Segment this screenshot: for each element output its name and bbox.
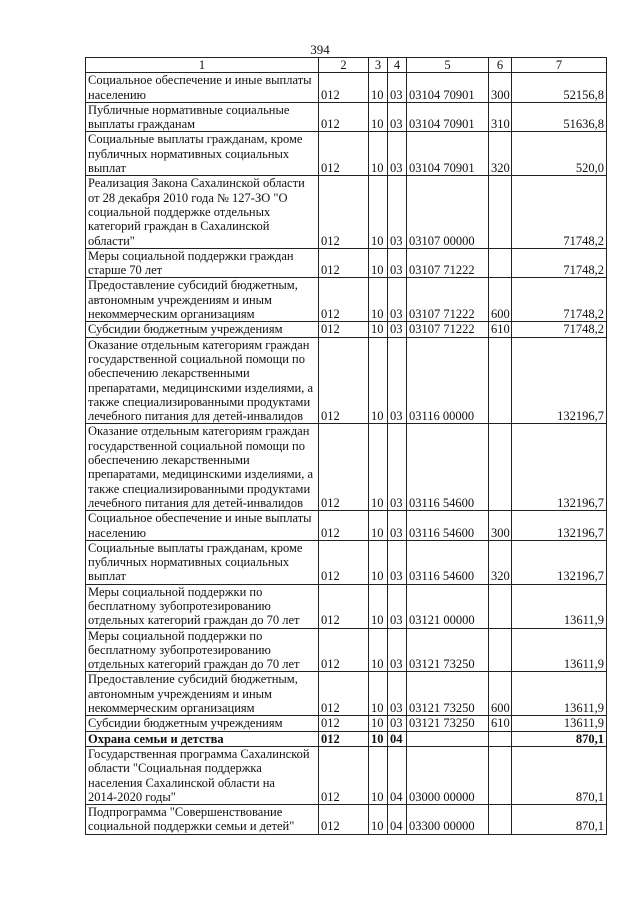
row-name-line: Оказание отдельным категориям граждан xyxy=(88,424,310,439)
row-name-line: бесплатному зубопротезированию xyxy=(88,598,271,613)
table-row xyxy=(86,731,607,746)
cell-section: 10 xyxy=(369,132,388,176)
header-row xyxy=(86,58,607,73)
table-row xyxy=(86,805,607,835)
row-name-line: Социальные выплаты гражданам, кроме xyxy=(88,540,303,555)
row-name-line: Государственная программа Сахалинской xyxy=(88,746,310,761)
cell-expense-type xyxy=(489,337,512,424)
cell-target-article xyxy=(407,731,489,746)
cell-expense-type: 610 xyxy=(489,716,512,731)
cell-chapter: 012 xyxy=(319,672,369,716)
row-name xyxy=(86,716,319,731)
row-name-line: выплат xyxy=(88,569,126,584)
row-name-line: публичных нормативных социальных xyxy=(88,555,290,570)
row-name-line: Реализация Закона Сахалинской области xyxy=(88,176,305,191)
row-name xyxy=(86,102,319,132)
row-name-line: Субсидии бюджетным учреждениям xyxy=(88,322,283,337)
table-row xyxy=(86,278,607,322)
cell-target-article: 03121 73250 xyxy=(407,716,489,731)
cell-target-article: 03121 00000 xyxy=(407,584,489,628)
cell-subsection: 03 xyxy=(388,278,407,322)
cell-section: 10 xyxy=(369,628,388,672)
cell-section: 10 xyxy=(369,584,388,628)
row-name-line: Публичные нормативные социальные xyxy=(88,102,290,117)
cell-subsection: 03 xyxy=(388,716,407,731)
row-name-line: лечебного питания для детей-инвалидов xyxy=(88,495,304,510)
cell-amount: 520,0 xyxy=(512,132,607,176)
row-name xyxy=(86,746,319,804)
cell-amount: 132196,7 xyxy=(512,337,607,424)
row-name-line: социальной поддержке отдельных xyxy=(88,204,271,219)
row-name-line: 2014-2020 годы" xyxy=(88,789,176,804)
cell-section: 10 xyxy=(369,424,388,511)
cell-amount: 13611,9 xyxy=(512,672,607,716)
cell-chapter: 012 xyxy=(319,337,369,424)
cell-subsection: 03 xyxy=(388,248,407,278)
col-header-6: 6 xyxy=(489,58,512,73)
table-row xyxy=(86,424,607,511)
cell-section: 10 xyxy=(369,278,388,322)
cell-subsection: 03 xyxy=(388,584,407,628)
cell-target-article: 03116 54600 xyxy=(407,511,489,541)
cell-amount: 132196,7 xyxy=(512,511,607,541)
row-name xyxy=(86,248,319,278)
cell-chapter: 012 xyxy=(319,102,369,132)
row-name xyxy=(86,672,319,716)
row-name-line: населения Сахалинской области на xyxy=(88,775,275,790)
cell-expense-type: 610 xyxy=(489,322,512,337)
cell-chapter: 012 xyxy=(319,716,369,731)
row-name-line: Субсидии бюджетным учреждениям xyxy=(88,716,283,731)
cell-chapter: 012 xyxy=(319,540,369,584)
row-name-line: Подпрограмма "Совершенствование xyxy=(88,805,283,820)
cell-section: 10 xyxy=(369,540,388,584)
cell-amount: 870,1 xyxy=(512,746,607,804)
row-name-line: обеспечению лекарственными xyxy=(88,366,250,381)
cell-amount: 71748,2 xyxy=(512,322,607,337)
cell-chapter: 012 xyxy=(319,511,369,541)
cell-target-article: 03107 71222 xyxy=(407,248,489,278)
cell-section: 10 xyxy=(369,102,388,132)
cell-chapter: 012 xyxy=(319,746,369,804)
row-name-line: Оказание отдельным категориям граждан xyxy=(88,337,310,352)
cell-chapter: 012 xyxy=(319,805,369,835)
row-name-line: области "Социальная поддержка xyxy=(88,761,262,776)
row-name xyxy=(86,322,319,337)
row-name-line: автономным учреждениям и иным xyxy=(88,292,272,307)
cell-subsection: 03 xyxy=(388,628,407,672)
cell-amount: 13611,9 xyxy=(512,716,607,731)
cell-target-article: 03121 73250 xyxy=(407,628,489,672)
cell-subsection: 03 xyxy=(388,102,407,132)
cell-target-article: 03116 54600 xyxy=(407,540,489,584)
cell-target-article: 03107 00000 xyxy=(407,176,489,248)
row-name-line: Социальное обеспечение и иные выплаты xyxy=(88,73,312,88)
row-name xyxy=(86,628,319,672)
cell-target-article: 03116 00000 xyxy=(407,337,489,424)
row-name xyxy=(86,540,319,584)
table-row xyxy=(86,248,607,278)
row-name-line: выплат xyxy=(88,161,126,176)
row-name xyxy=(86,73,319,103)
row-name xyxy=(86,424,319,511)
col-header-7: 7 xyxy=(512,58,607,73)
cell-expense-type xyxy=(489,746,512,804)
row-name xyxy=(86,731,319,746)
cell-amount: 71748,2 xyxy=(512,248,607,278)
cell-amount: 51636,8 xyxy=(512,102,607,132)
cell-section: 10 xyxy=(369,805,388,835)
table-row xyxy=(86,73,607,103)
row-name-line: некоммерческим организациям xyxy=(88,307,255,322)
cell-chapter: 012 xyxy=(319,248,369,278)
table-row xyxy=(86,672,607,716)
cell-expense-type: 310 xyxy=(489,102,512,132)
cell-chapter: 012 xyxy=(319,584,369,628)
cell-expense-type: 300 xyxy=(489,511,512,541)
row-name xyxy=(86,176,319,248)
row-name-line: препаратами, медицинскими изделиями, а xyxy=(88,467,314,482)
row-name-line: населению xyxy=(88,87,146,102)
row-name-line: области" xyxy=(88,233,135,248)
page-number: 394 xyxy=(310,42,330,57)
row-name-line: отдельных категорий граждан до 70 лет xyxy=(88,613,300,628)
cell-amount: 71748,2 xyxy=(512,176,607,248)
cell-target-article: 03116 54600 xyxy=(407,424,489,511)
cell-section: 10 xyxy=(369,176,388,248)
table-row xyxy=(86,746,607,804)
cell-target-article: 03104 70901 xyxy=(407,132,489,176)
cell-section: 10 xyxy=(369,511,388,541)
row-name-line: Социальное обеспечение и иные выплаты xyxy=(88,511,312,526)
table-row xyxy=(86,132,607,176)
cell-section: 10 xyxy=(369,337,388,424)
cell-target-article: 03104 70901 xyxy=(407,73,489,103)
cell-target-article: 03107 71222 xyxy=(407,278,489,322)
cell-amount: 52156,8 xyxy=(512,73,607,103)
row-name-line: бесплатному зубопротезированию xyxy=(88,642,271,657)
row-name-line: обеспечению лекарственными xyxy=(88,453,250,468)
cell-chapter: 012 xyxy=(319,132,369,176)
cell-expense-type: 320 xyxy=(489,132,512,176)
cell-section: 10 xyxy=(369,73,388,103)
row-name-line: препаратами, медицинскими изделиями, а xyxy=(88,380,314,395)
cell-chapter: 012 xyxy=(319,424,369,511)
cell-chapter: 012 xyxy=(319,628,369,672)
table-row xyxy=(86,176,607,248)
row-name-line: старше 70 лет xyxy=(88,263,163,278)
row-name-line: также специализированными продуктами xyxy=(88,394,311,409)
cell-expense-type: 320 xyxy=(489,540,512,584)
cell-section: 10 xyxy=(369,746,388,804)
table-row xyxy=(86,102,607,132)
row-name-line: Социальные выплаты гражданам, кроме xyxy=(88,132,303,147)
row-name-line: от 28 декабря 2010 года № 127-ЗО "О xyxy=(88,190,288,205)
cell-subsection: 03 xyxy=(388,540,407,584)
cell-expense-type xyxy=(489,731,512,746)
table-row xyxy=(86,628,607,672)
cell-subsection: 03 xyxy=(388,511,407,541)
row-name-line: государственной социальной помощи по xyxy=(88,351,305,366)
cell-amount: 13611,9 xyxy=(512,584,607,628)
row-name xyxy=(86,278,319,322)
cell-expense-type xyxy=(489,424,512,511)
row-name-line: Предоставление субсидий бюджетным, xyxy=(88,278,298,293)
row-name-line: Предоставление субсидий бюджетным, xyxy=(88,672,298,687)
cell-expense-type xyxy=(489,584,512,628)
cell-target-article: 03000 00000 xyxy=(407,746,489,804)
cell-expense-type xyxy=(489,176,512,248)
row-name-line: населению xyxy=(88,525,146,540)
row-name-line: лечебного питания для детей-инвалидов xyxy=(88,409,304,424)
cell-section: 10 xyxy=(369,716,388,731)
cell-subsection: 03 xyxy=(388,337,407,424)
cell-subsection: 03 xyxy=(388,424,407,511)
cell-amount: 71748,2 xyxy=(512,278,607,322)
cell-subsection: 03 xyxy=(388,132,407,176)
cell-chapter: 012 xyxy=(319,176,369,248)
row-name-line: некоммерческим организациям xyxy=(88,701,255,716)
budget-table-body xyxy=(86,73,607,834)
cell-chapter: 012 xyxy=(319,322,369,337)
table-row xyxy=(86,337,607,424)
row-name-line: государственной социальной помощи по xyxy=(88,438,305,453)
cell-amount: 870,1 xyxy=(512,731,607,746)
table-row xyxy=(86,540,607,584)
col-header-5: 5 xyxy=(407,58,489,73)
cell-amount: 870,1 xyxy=(512,805,607,835)
row-name-line: категорий граждан в Сахалинской xyxy=(88,219,270,234)
cell-chapter: 012 xyxy=(319,73,369,103)
row-name-line: Меры социальной поддержки по xyxy=(88,584,263,599)
budget-table xyxy=(85,57,607,835)
row-name-line: Охрана семьи и детства xyxy=(88,731,224,746)
row-name xyxy=(86,805,319,835)
cell-section: 10 xyxy=(369,672,388,716)
cell-expense-type xyxy=(489,805,512,835)
cell-subsection: 04 xyxy=(388,805,407,835)
cell-subsection: 03 xyxy=(388,176,407,248)
col-header-2: 2 xyxy=(319,58,369,73)
cell-section: 10 xyxy=(369,322,388,337)
table-row xyxy=(86,584,607,628)
table-row xyxy=(86,511,607,541)
row-name-line: выплаты гражданам xyxy=(88,117,196,132)
cell-subsection: 03 xyxy=(388,73,407,103)
table-row xyxy=(86,322,607,337)
cell-amount: 132196,7 xyxy=(512,424,607,511)
row-name-line: публичных нормативных социальных xyxy=(88,146,290,161)
col-header-3: 3 xyxy=(369,58,388,73)
row-name-line: автономным учреждениям и иным xyxy=(88,686,272,701)
cell-chapter: 012 xyxy=(319,731,369,746)
row-name xyxy=(86,337,319,424)
cell-subsection: 04 xyxy=(388,746,407,804)
row-name-line: социальной поддержки семьи и детей" xyxy=(88,819,295,834)
cell-target-article: 03121 73250 xyxy=(407,672,489,716)
row-name xyxy=(86,584,319,628)
col-header-1: 1 xyxy=(86,58,319,73)
cell-expense-type xyxy=(489,248,512,278)
col-header-4: 4 xyxy=(388,58,407,73)
cell-expense-type: 600 xyxy=(489,672,512,716)
cell-section: 10 xyxy=(369,731,388,746)
cell-amount: 13611,9 xyxy=(512,628,607,672)
cell-expense-type: 600 xyxy=(489,278,512,322)
row-name-line: Меры социальной поддержки по xyxy=(88,628,263,643)
row-name-line: отдельных категорий граждан до 70 лет xyxy=(88,657,300,672)
cell-subsection: 03 xyxy=(388,672,407,716)
cell-subsection: 04 xyxy=(388,731,407,746)
cell-target-article: 03300 00000 xyxy=(407,805,489,835)
cell-chapter: 012 xyxy=(319,278,369,322)
cell-target-article: 03107 71222 xyxy=(407,322,489,337)
row-name xyxy=(86,511,319,541)
cell-expense-type xyxy=(489,628,512,672)
cell-target-article: 03104 70901 xyxy=(407,102,489,132)
row-name xyxy=(86,132,319,176)
row-name-line: Меры социальной поддержки граждан xyxy=(88,248,294,263)
row-name-line: также специализированными продуктами xyxy=(88,481,311,496)
cell-section: 10 xyxy=(369,248,388,278)
cell-expense-type: 300 xyxy=(489,73,512,103)
cell-subsection: 03 xyxy=(388,322,407,337)
cell-amount: 132196,7 xyxy=(512,540,607,584)
table-row xyxy=(86,716,607,731)
